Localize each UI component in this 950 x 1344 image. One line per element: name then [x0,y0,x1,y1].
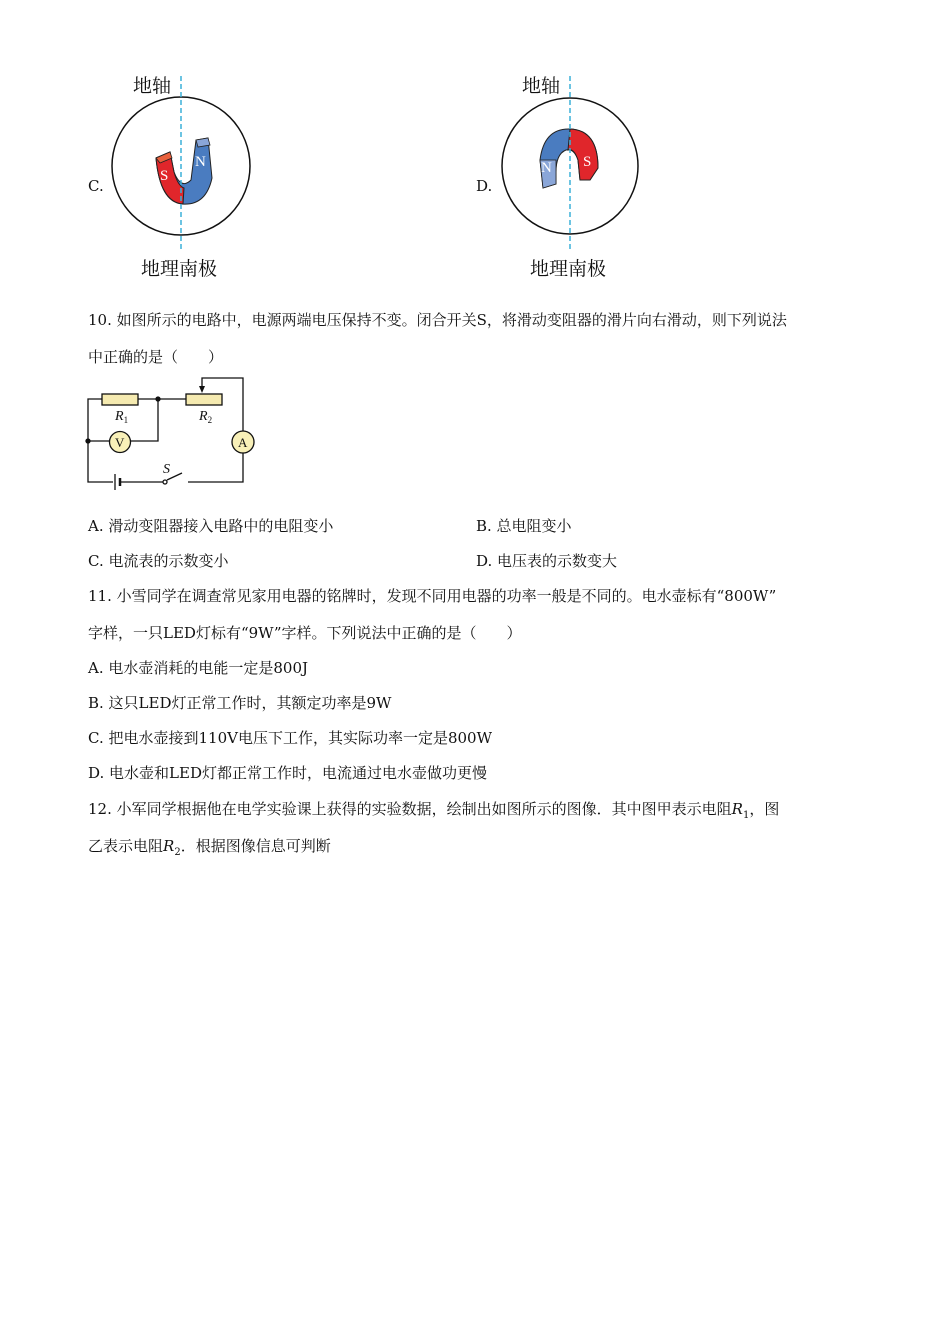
q10-option-b: B. 总电阻变小 [476,517,572,535]
voltmeter-label: V [115,435,125,450]
q11-option-a: A. 电水壶消耗的电能一定是800J [88,659,309,677]
pole-label-s: S [583,154,592,170]
q11-option-c: C. 把电水壶接到110V电压下工作，其实际功率一定是800W [88,729,492,747]
option-letter-d: D. [476,177,493,195]
stem-text: ，图 [749,800,780,818]
earth-axis-label: 地轴 [522,75,561,97]
slider-arrow [199,386,205,393]
pole-label-n: N [541,160,552,176]
horseshoe-magnet [156,138,212,204]
q10-option-d: D. 电压表的示数变大 [476,552,618,570]
figure-option-c [112,76,250,250]
q10-option-a: A. 滑动变阻器接入电路中的电阻变小 [88,517,334,535]
question-12-stem-cont [88,836,331,863]
r2-symbol: R [163,837,175,855]
r2-subscript: 2 [174,847,181,858]
question-12-stem [88,799,779,826]
stem-text: ．根据图像信息可判断 [180,837,331,855]
r1-subscript: 1 [742,810,750,821]
question-11-stem-cont: 字样，一只LED灯标有“9W”字样。下列说法中正确的是（ ） [88,624,522,642]
switch-label: S [163,462,170,477]
question-10-stem-cont: 中正确的是（ ） [88,348,224,366]
ammeter-label: A [238,435,248,450]
q11-option-b: B. 这只LED灯正常工作时，其额定功率是9W [88,694,392,712]
option-letter-c: C. [88,177,104,195]
r1-symbol: R [731,800,743,818]
r1-label: $R_1$ [115,409,129,425]
resistor-r1 [102,394,138,405]
pole-label-s: S [160,168,169,184]
earth-axis-label: 地轴 [133,75,172,97]
figure-option-d [502,76,638,250]
question-10-stem: 10. 如图所示的电路中，电源两端电压保持不变。闭合开关S，将滑动变阻器的滑片向右滑动，则下列说法 [88,311,787,329]
pole-label-n: N [195,154,206,170]
q10-option-c: C. 电流表的示数变小 [88,552,229,570]
horseshoe-magnet [540,129,598,188]
circuit-diagram [86,378,254,490]
rheostat-r2 [186,394,222,405]
south-pole-label: 地理南极 [141,258,218,280]
south-pole-label: 地理南极 [530,258,607,280]
q11-option-d: D. 电水壶和LED灯都正常工作时，电流通过电水壶做功更慢 [88,764,487,782]
question-11-stem: 11. 小雪同学在调查常见家用电器的铭牌时，发现不同用电器的功率一般是不同的。电水壶标有“800W” [88,587,777,605]
stem-text: 12. 小军同学根据他在电学实验课上获得的实验数据，绘制出如图所示的图像．其中图甲表示电阻 [88,800,732,818]
stem-text: 乙表示电阻 [88,837,164,855]
r2-label: $R_2$ [199,409,213,425]
